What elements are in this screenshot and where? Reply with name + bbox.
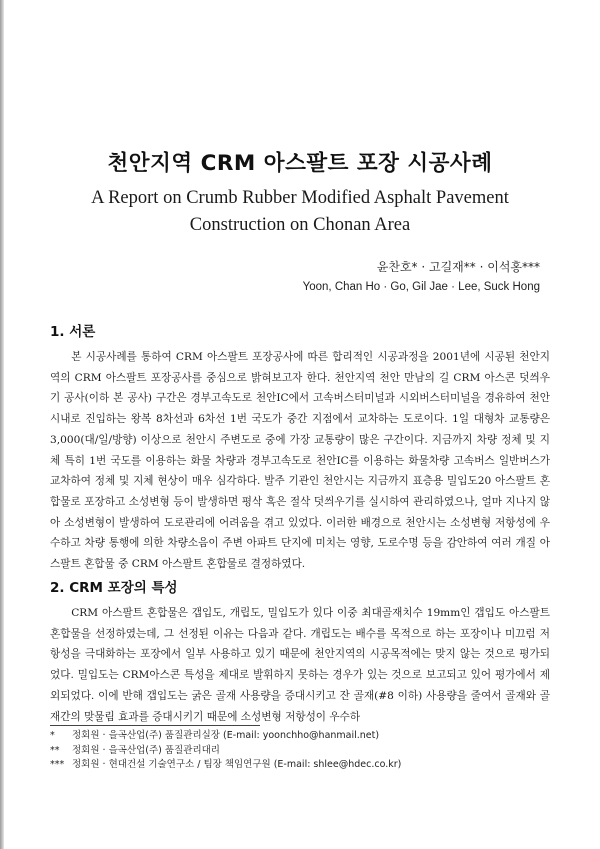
footnote-mark: * (50, 730, 55, 741)
section-body-crm-characteristics (50, 603, 550, 727)
footnote-text: 정회원 · 현대건설 기술연구소 / 팀장 책임연구원 (E-mail: shlee@hdec.co.kr) (72, 759, 402, 770)
footnote-mark: *** (50, 759, 65, 770)
authors-english: Yoon, Chan Ho · Go, Gil Jae · Lee, Suck Hong (302, 281, 540, 293)
footnote-author-1 (50, 729, 560, 744)
section-heading-crm-characteristics: 2. CRM 포장의 특성 (50, 580, 178, 596)
paper-title-korean: 천안지역 CRM 아스팔트 포장 시공사례 (107, 151, 493, 176)
paper-title-english (0, 185, 600, 239)
authors-korean: 윤찬호* · 고길재** · 이석홍*** (376, 260, 540, 274)
footnote-author-2 (50, 744, 560, 759)
footnote-mark: ** (50, 744, 60, 756)
section-heading-introduction: 1. 서론 (50, 324, 96, 340)
footnote-author-3 (50, 758, 560, 773)
section-body-introduction (50, 347, 550, 575)
footnote-text: 정회원 · 을곡산업(주) 품질관리대리 (72, 744, 220, 756)
scan-edge-shadow (0, 0, 4, 849)
title-en-line-2: Construction on Chonan Area (189, 215, 411, 235)
paragraph-introduction: 본 시공사례를 통하여 CRM 아스팔트 포장공사에 따른 합리적인 시공과정을 2001년에 시공된 천안지역의 CRM 아스팔트 포장공사를 중심으로 밝혀보고자 한다. 천안지역 천안 만남의 길 CRM 아스콘 덧씌우기 공사(이하 본 공사) 구간은 경부고속도로 천안IC에서 고속버스터미널과 시외버스터미널을 경유하여 천안시내로 진입하는 왕복 8차선과 6차선 1번 국도가 중간 지점에서 교차하는 도로이다. 1일 대형차 교통량은 3,000(대/일/방향) 이상으로 천안시 주변도로 중에 가장 교통량이 많은 구간이다. 지금까지 차량 정체 및 지체 특히 1번 국도를 이용하는 화물 차량과 경부고속도로 천안IC를 이용하는 화물차량 고속버스 일반버스가 교차하여 정체 및 지체 현상이 매우 심각하다. 발주 기관인 천안시는 지금까지 표층용 밀입도20 아스팔트 혼합물로 포장하고 소성변형 등이 발생하면 평삭 혹은 절삭 덧씌우기를 실시하여 관리하였으나, 얼마 지나지 않아 소성변형이 발생하여 도로관리에 어려움을 겪고 있었다. 이러한 배경으로 천안시는 소성변형 저항성에 우수하고 차량 통행에 의한 차량소음이 주변 아파트 단지에 미치는 영향, 도로수명 등을 감안하여 여러 개질 아스팔트 혼합물 중 CRM 아스팔트 혼합물로 결정하였다. (50, 351, 550, 571)
footnote-divider (50, 725, 260, 726)
footnotes (50, 729, 560, 773)
title-en-line-1: A Report on Crumb Rubber Modified Asphalt Pavement (91, 188, 509, 208)
footnote-text: 정회원 · 을곡산업(주) 품질관리실장 (E-mail: yoonchho@hanmail.net) (72, 730, 380, 741)
paragraph-crm-characteristics: CRM 아스팔트 혼합물은 갭입도, 개립도, 밀입도가 있다 이중 최대골재치수 19mm인 갭입도 아스팔트 혼합물을 선정하였는데, 그 선정된 이유는 다음과 같다. 개립도는 배수를 목적으로 하는 포장이나 미끄럼 저항성을 극대화하는 포장에서 일부 사용하고 있기 때문에 천안지역의 시공목적에는 맞지 않는 것으로 평가되었다. 밀입도는 CRM아스콘 특성을 제대로 발휘하지 못하는 경우가 있는 것으로 보고되고 있어 평가에서 제외되었다. 이에 반해 갭입도는 굵은 골재 사용량을 증대시키고 잔 골재(#8 이하) 사용량을 줄여서 골재와 골재간의 맞물림 효과를 증대시키기 때문에 소성변형 저항성이 우수하 (50, 607, 550, 723)
